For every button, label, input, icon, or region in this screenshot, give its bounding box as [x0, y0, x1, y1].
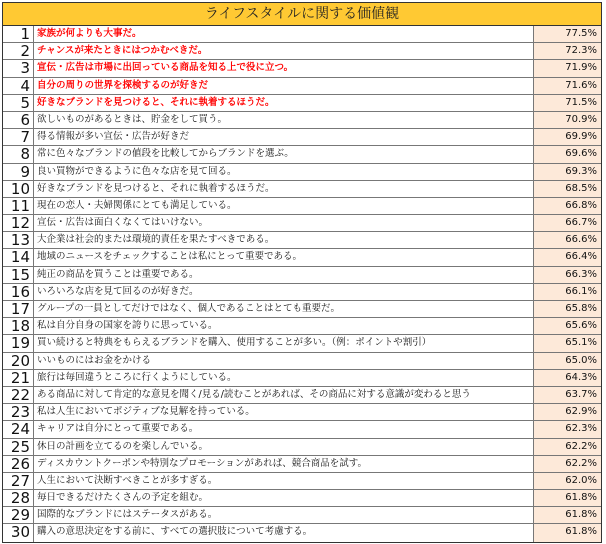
- row-rank: 4: [3, 78, 34, 94]
- row-statement: 自分の周りの世界を探検するのが好きだ: [37, 79, 209, 91]
- table-row: [3, 490, 601, 507]
- row-rank: 26: [3, 456, 34, 472]
- table-row: [3, 473, 601, 490]
- table-row: [3, 284, 601, 301]
- row-percentage: 62.0%: [533, 473, 601, 489]
- table-row: [3, 249, 601, 266]
- row-statement: いいものにはお金をかける: [37, 354, 152, 366]
- row-statement: いろいろな店を見て回るのが好きだ。: [37, 285, 199, 297]
- row-rank: 7: [3, 129, 34, 145]
- row-statement: 大企業は社会的または環境的責任を果たすべきである。: [37, 234, 275, 246]
- row-rank: 29: [3, 507, 34, 523]
- row-rank: 3: [3, 60, 34, 76]
- table-row: [3, 439, 601, 456]
- row-percentage: 66.6%: [533, 232, 601, 248]
- row-percentage: 66.4%: [533, 249, 601, 265]
- row-statement: 休日の計画を立てるのを楽しんでいる。: [37, 440, 209, 452]
- table-row: [3, 421, 601, 438]
- row-statement: 私は自分自身の国家を誇りに思っている。: [37, 320, 218, 332]
- table-row: [3, 95, 601, 112]
- table-row: [3, 370, 601, 387]
- row-statement: 良い買物ができるように色々な店を見て回る。: [37, 165, 237, 177]
- row-statement: 現在の恋人・夫婦関係にとても満足している。: [37, 199, 237, 211]
- table-row: [3, 267, 601, 284]
- row-statement: ある商品に対して肯定的な意見を聞く/見る/読むことがあれば、その商品に対する意識が変わると思う: [37, 388, 471, 400]
- row-rank: 15: [3, 267, 34, 283]
- row-percentage: 62.2%: [533, 439, 601, 455]
- table-row: [3, 215, 601, 232]
- row-percentage: 69.6%: [533, 146, 601, 162]
- row-statement: グループの一員としてだけではなく、個人であることはとても重要だ。: [37, 303, 341, 314]
- row-percentage: 69.9%: [533, 129, 601, 145]
- table-row: [3, 198, 601, 215]
- table-row: [3, 524, 601, 541]
- row-statement: 宣伝・広告は面白くなくてはいけない。: [37, 217, 209, 229]
- row-percentage: 62.3%: [533, 421, 601, 437]
- table-row: [3, 232, 601, 249]
- row-rank: 21: [3, 370, 34, 386]
- table-row: [3, 78, 601, 95]
- table-row: [3, 181, 601, 198]
- row-statement: 毎日できるだけたくさんの予定を組む。: [37, 492, 209, 504]
- row-percentage: 65.1%: [533, 335, 601, 351]
- table-row: [3, 60, 601, 77]
- row-statement: ディスカウントクーポンや特別なプロモーションがあれば、競合商品を試す。: [37, 457, 368, 469]
- row-rank: 2: [3, 43, 34, 59]
- row-rank: 9: [3, 164, 34, 180]
- row-percentage: 71.6%: [533, 78, 601, 94]
- table-row: [3, 301, 601, 318]
- row-rank: 18: [3, 318, 34, 334]
- row-percentage: 66.8%: [533, 198, 601, 214]
- row-percentage: 66.7%: [533, 215, 601, 231]
- row-statement: チャンスが来たときにはつかむべきだ。: [37, 45, 208, 57]
- row-rank: 20: [3, 353, 34, 369]
- row-rank: 24: [3, 421, 34, 437]
- row-percentage: 62.9%: [533, 404, 601, 420]
- row-rank: 8: [3, 146, 34, 162]
- row-percentage: 72.3%: [533, 43, 601, 59]
- table-row: [3, 335, 601, 352]
- row-percentage: 61.8%: [533, 507, 601, 523]
- row-percentage: 70.9%: [533, 112, 601, 128]
- lifestyle-values-table: [2, 2, 602, 543]
- row-percentage: 68.5%: [533, 181, 601, 197]
- table-row: [3, 43, 601, 60]
- row-statement: 得る情報が多い宣伝・広告が好きだ: [37, 131, 190, 143]
- row-rank: 1: [3, 26, 34, 42]
- table-title: ライフスタイルに関する価値観: [3, 3, 601, 26]
- row-rank: 17: [3, 301, 34, 317]
- row-rank: 11: [3, 198, 34, 214]
- row-statement: 欲しいものがあるときは、貯金をして買う。: [37, 113, 228, 125]
- table-row: [3, 26, 601, 43]
- row-rank: 12: [3, 215, 34, 231]
- row-rank: 28: [3, 490, 34, 506]
- row-statement: 購入の意思決定をする前に、すべての選択肢について考慮する。: [37, 526, 313, 538]
- table-row: [3, 387, 601, 404]
- table-row: [3, 404, 601, 421]
- row-rank: 23: [3, 404, 34, 420]
- table-row: [3, 318, 601, 335]
- row-percentage: 63.7%: [533, 387, 601, 403]
- row-rank: 16: [3, 284, 34, 300]
- row-percentage: 65.6%: [533, 318, 601, 334]
- row-percentage: 65.0%: [533, 353, 601, 369]
- row-rank: 5: [3, 95, 34, 111]
- row-rank: 19: [3, 335, 34, 351]
- row-percentage: 71.9%: [533, 60, 601, 76]
- row-statement: 旅行は毎回違うところに行くようにしている。: [37, 371, 237, 383]
- row-rank: 25: [3, 439, 34, 455]
- table-row: [3, 164, 601, 181]
- table-row: [3, 146, 601, 163]
- row-statement: 宣伝・広告は市場に出回っている商品を知る上で役に立つ。: [37, 62, 294, 74]
- row-statement: 純正の商品を買うことは重要である。: [37, 268, 199, 280]
- row-percentage: 71.5%: [533, 95, 601, 111]
- table-row: [3, 129, 601, 146]
- row-statement: 常に色々なブランドの値段を比較してからブランドを選ぶ。: [37, 148, 294, 160]
- row-statement: 買い続けると特典をもらえるブランドを購入、使用することが多い。（例：ポイントや割引）: [37, 337, 432, 349]
- row-rank: 30: [3, 524, 34, 541]
- row-percentage: 69.3%: [533, 164, 601, 180]
- row-percentage: 61.8%: [533, 524, 601, 541]
- table-row: [3, 353, 601, 370]
- table-body: [3, 26, 601, 542]
- row-statement: 好きなブランドを見つけると、それに執着するほうだ。: [37, 96, 275, 108]
- row-statement: 地域のニュースをチェックすることは私にとって重要である。: [37, 251, 303, 263]
- row-percentage: 65.8%: [533, 301, 601, 317]
- row-percentage: 66.1%: [533, 284, 601, 300]
- row-statement: 国際的なブランドにはステータスがある。: [37, 509, 218, 521]
- row-rank: 6: [3, 112, 34, 128]
- row-rank: 10: [3, 181, 34, 197]
- row-percentage: 64.3%: [533, 370, 601, 386]
- row-rank: 22: [3, 387, 34, 403]
- row-rank: 27: [3, 473, 34, 489]
- row-percentage: 61.8%: [533, 490, 601, 506]
- row-statement: 人生において決断すべきことが多すぎる。: [37, 474, 218, 486]
- row-percentage: 66.3%: [533, 267, 601, 283]
- row-percentage: 62.2%: [533, 456, 601, 472]
- table-row: [3, 112, 601, 129]
- row-statement: 家族が何よりも大事だ。: [37, 28, 142, 39]
- table-row: [3, 507, 601, 524]
- row-rank: 13: [3, 232, 34, 248]
- row-statement: 好きなブランドを見つけると、それに執着するほうだ。: [37, 182, 275, 194]
- row-rank: 14: [3, 249, 34, 265]
- table-row: [3, 456, 601, 473]
- row-percentage: 77.5%: [533, 26, 601, 42]
- row-statement: キャリアは自分にとって重要である。: [37, 423, 199, 435]
- row-statement: 私は人生においてポジティブな見解を持っている。: [37, 406, 255, 418]
